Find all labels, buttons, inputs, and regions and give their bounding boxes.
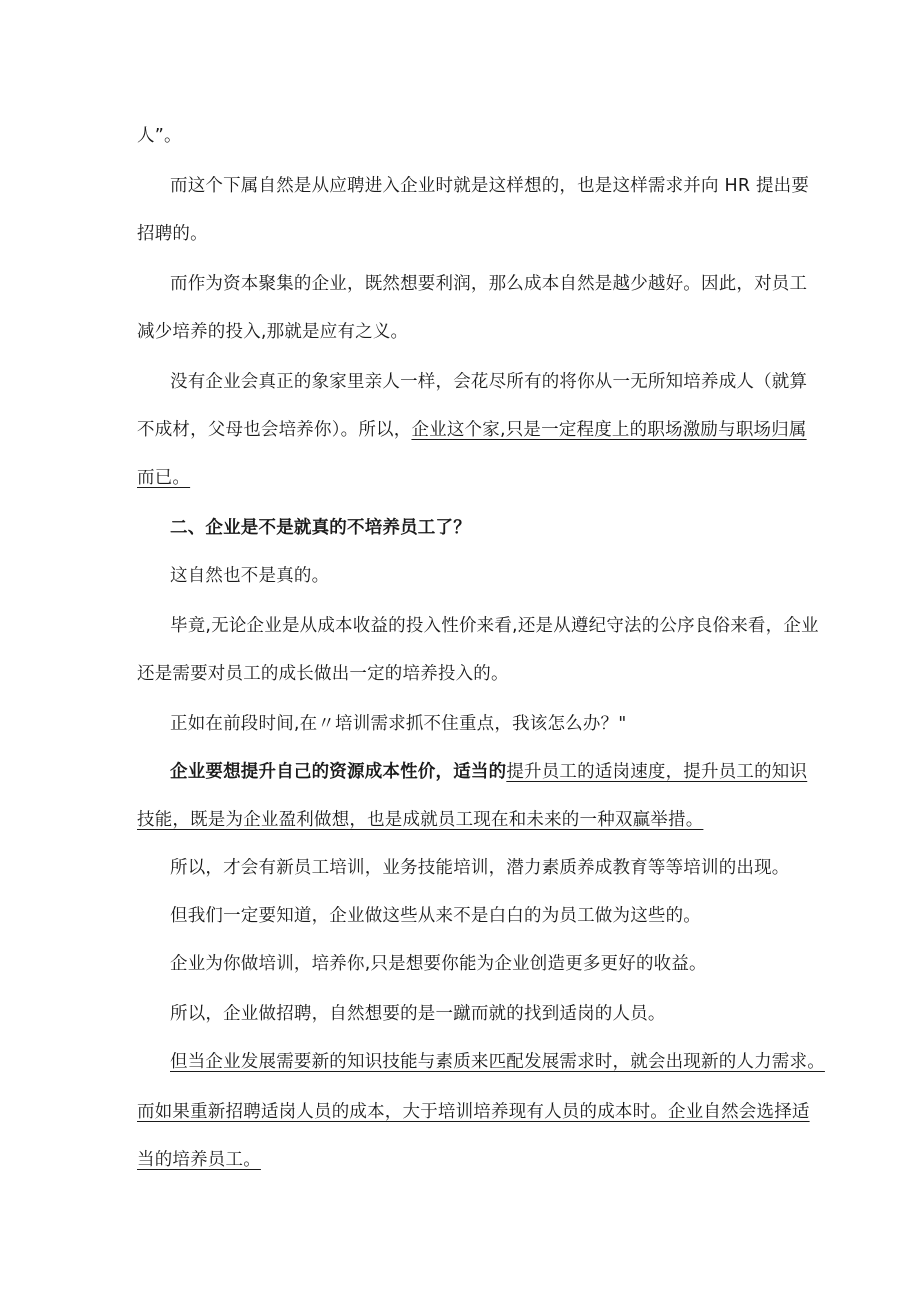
bold-text: 企业要想提升自己的资源成本性价，适当的 <box>170 762 507 782</box>
paragraph-line: 减少培养的投入,那就是应有之义。 <box>137 322 409 342</box>
paragraph-line: 还是需要对员工的成长做出一定的培养投入的。 <box>137 664 509 684</box>
paragraph-line: 但我们一定要知道，企业做这些从来不是白白的为员工做为这些的。 <box>170 906 701 926</box>
paragraph-line: 企业为你做培训，培养你,只是想要你能为企业创造更多更好的收益。 <box>170 954 707 974</box>
paragraph-line <box>170 760 807 784</box>
paragraph-line: 毕竟,无论企业是从成本收益的投入性价来看,还是从遵纪守法的公序良俗来看，企业 <box>170 616 819 636</box>
paragraph-line: 所以，才会有新员工培训，业务技能培训，潜力素质养成教育等等培训的出现。 <box>170 858 790 878</box>
paragraph-line <box>137 418 807 442</box>
section-heading: 二、企业是不是就真的不培养员工了？ <box>170 518 471 538</box>
underlined-text: 但当企业发展需要新的知识技能与素质来匹配发展需求时，就会出现新的人力需求。 <box>170 1052 825 1072</box>
paragraph-line: 招聘的。 <box>137 224 208 244</box>
underlined-text: 提升员工的适岗速度，提升员工的知识 <box>506 762 808 782</box>
underlined-text: 而已。 <box>137 468 191 488</box>
paragraph-line: 所以，企业做招聘，自然想要的是一蹴而就的找到适岗的人员。 <box>170 1004 666 1024</box>
text-span: 不成材，父母也会培养你）。所以， <box>137 420 412 440</box>
underlined-text: 企业这个家,只是一定程度上的职场激励与职场归属 <box>411 420 807 440</box>
paragraph-line: 而作为资本聚集的企业，既然想要利润，那么成本自然是越少越好。因此，对员工 <box>170 274 808 294</box>
paragraph-line: 这自然也不是真的。 <box>170 566 330 586</box>
paragraph-line: 没有企业会真正的象家里亲人一样，会花尽所有的将你从一无所知培养成人（就算 <box>170 372 808 392</box>
underlined-text: 当的培养员工。 <box>137 1150 261 1170</box>
paragraph-line: 而这个下属自然是从应聘进入企业时就是这样想的，也是这样需求并向 HR 提出要 <box>170 176 810 196</box>
paragraph-line: 正如在前段时间,在〃培训需求抓不住重点，我该怎么办？" <box>170 714 627 734</box>
underlined-text: 而如果重新招聘适岗人员的成本，大于培训培养现有人员的成本时。企业自然会选择适 <box>137 1102 810 1122</box>
paragraph-line: 人”。 <box>137 126 182 146</box>
underlined-text: 技能，既是为企业盈利做想，也是成就员工现在和未来的一种双赢举措。 <box>137 810 704 830</box>
